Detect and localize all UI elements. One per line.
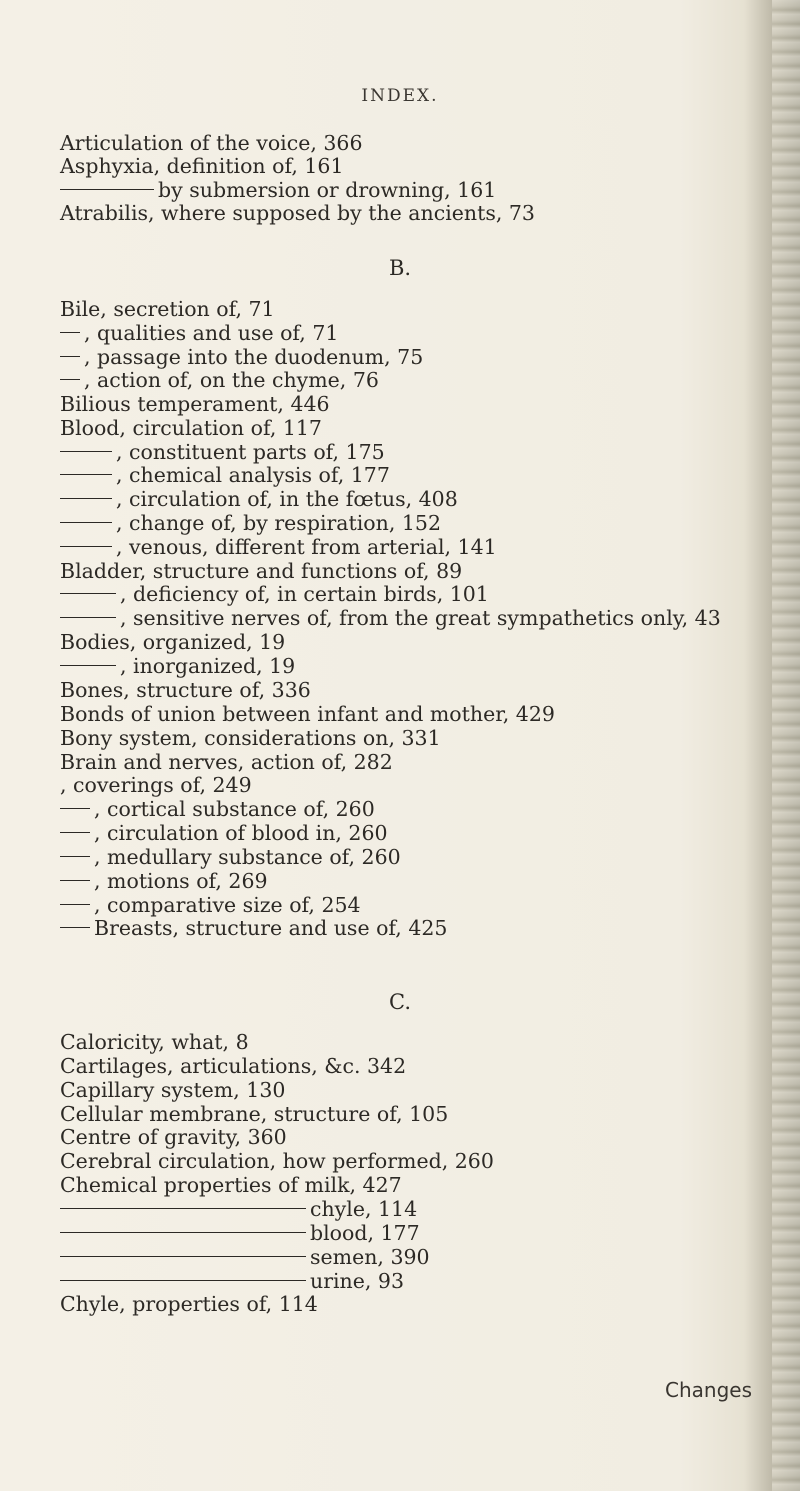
index-entry — [60, 1054, 406, 1078]
section-letter: C. — [389, 990, 411, 1014]
index-subentry — [60, 321, 338, 345]
index-subentry — [60, 535, 497, 559]
ditto-dash — [60, 880, 90, 881]
entry-text: Cerebral circulation, how performed, 260 — [60, 1149, 494, 1173]
entry-text: semen, 390 — [310, 1245, 430, 1269]
entry-text: Chyle, properties of, 114 — [60, 1292, 318, 1316]
index-subentry — [60, 345, 423, 369]
entry-text: , action of, on the chyme, 76 — [84, 368, 379, 392]
entry-text: , motions of, 269 — [94, 869, 268, 893]
index-entry — [60, 630, 285, 654]
entry-text: Chemical properties of milk, 427 — [60, 1173, 402, 1197]
entry-text: Asphyxia, definition of, 161 — [60, 154, 344, 178]
ditto-dash — [60, 546, 112, 547]
index-entry — [60, 1078, 285, 1102]
ditto-dash — [60, 379, 80, 380]
entry-text: , medullary substance of, 260 — [94, 845, 401, 869]
ditto-dash — [60, 1208, 306, 1209]
entry-text: Bony system, considerations on, 331 — [60, 726, 441, 750]
entry-text: , comparative size of, 254 — [94, 893, 361, 917]
entry-text: by submersion or drowning, 161 — [158, 178, 497, 202]
index-entry — [60, 1292, 318, 1316]
ditto-dash — [60, 617, 116, 618]
section-letter: B. — [388, 256, 412, 280]
index-subentry — [60, 511, 441, 535]
entry-text: , qualities and use of, 71 — [84, 321, 339, 345]
entry-text: , coverings of, 249 — [60, 773, 252, 797]
index-subentry — [60, 487, 458, 511]
entry-text: urine, 93 — [310, 1269, 405, 1293]
index-subentry — [60, 178, 496, 202]
index-subentry — [60, 606, 721, 630]
entry-text: , deficiency of, in certain birds, 101 — [120, 582, 489, 606]
entry-text: Bladder, structure and functions of, 89 — [60, 559, 463, 583]
index-subentry — [60, 821, 388, 845]
entry-text: Blood, circulation of, 117 — [60, 416, 322, 440]
catchword: Changes — [665, 1378, 752, 1402]
ditto-dash — [60, 522, 112, 523]
index-entry — [60, 201, 535, 225]
ditto-dash — [60, 356, 80, 357]
index-entry — [60, 678, 311, 702]
index-subentry — [60, 893, 361, 917]
entry-text: , sensitive nerves of, from the great sympathetics only, 43 — [120, 606, 721, 630]
ditto-dash — [60, 189, 154, 190]
ditto-dash — [60, 1232, 306, 1233]
index-entry — [60, 726, 441, 750]
index-entry — [60, 773, 252, 797]
index-entry — [60, 1173, 402, 1197]
entry-text: , constituent parts of, 175 — [116, 440, 385, 464]
ditto-dash — [60, 904, 90, 905]
ditto-dash — [60, 665, 116, 666]
entry-text: Bile, secretion of, 71 — [60, 297, 275, 321]
entry-text: Caloricity, what, 8 — [60, 1030, 249, 1054]
index-entry — [60, 750, 393, 774]
entry-text: Cartilages, articulations, &c. 342 — [60, 1054, 407, 1078]
entry-text: , cortical substance of, 260 — [94, 797, 375, 821]
entry-text: , circulation of, in the fœtus, 408 — [116, 487, 458, 511]
index-entry — [60, 416, 322, 440]
index-subentry — [60, 582, 489, 606]
index-entry — [60, 131, 363, 155]
entry-text: Atrabilis, where supposed by the ancients, 73 — [60, 201, 535, 225]
index-entry — [60, 702, 555, 726]
index-entry — [60, 297, 275, 321]
index-subentry — [60, 368, 379, 392]
ditto-dash — [60, 332, 80, 333]
entry-text: , passage into the duodenum, 75 — [84, 345, 424, 369]
entry-text: , chemical analysis of, 177 — [116, 463, 390, 487]
entry-text: Bodies, organized, 19 — [60, 630, 286, 654]
index-entry — [60, 154, 344, 178]
index-entry — [60, 1030, 249, 1054]
index-subentry — [60, 845, 401, 869]
index-subentry — [60, 1245, 430, 1269]
ditto-dash — [60, 593, 116, 594]
ditto-dash — [60, 808, 90, 809]
entry-text: Bones, structure of, 336 — [60, 678, 311, 702]
index-entry — [60, 1102, 448, 1126]
ditto-dash — [60, 451, 112, 452]
index-entry — [60, 1149, 494, 1173]
index-entry — [60, 559, 462, 583]
entry-text: , change of, by respiration, 152 — [116, 511, 442, 535]
entry-text: Articulation of the voice, 366 — [60, 131, 363, 155]
entry-text: blood, 177 — [310, 1221, 420, 1245]
entry-text: Cellular membrane, structure of, 105 — [60, 1102, 449, 1126]
index-subentry — [60, 797, 375, 821]
entry-text: Centre of gravity, 360 — [60, 1125, 287, 1149]
entry-text: , venous, different from arterial, 141 — [116, 535, 497, 559]
entry-text: Brain and nerves, action of, 282 — [60, 750, 393, 774]
index-subentry — [60, 654, 295, 678]
entry-text: Capillary system, 130 — [60, 1078, 286, 1102]
ditto-dash — [60, 832, 90, 833]
ditto-dash — [60, 1256, 306, 1257]
index-entry — [60, 392, 330, 416]
index-subentry — [60, 916, 447, 940]
ditto-dash — [60, 856, 90, 857]
entry-text: Breasts, structure and use of, 425 — [94, 916, 448, 940]
ditto-dash — [60, 474, 112, 475]
index-subentry — [60, 440, 385, 464]
ditto-dash — [60, 498, 112, 499]
running-head: INDEX. — [361, 86, 439, 106]
index-subentry — [60, 869, 268, 893]
entry-text: , circulation of blood in, 260 — [94, 821, 388, 845]
index-subentry — [60, 1269, 404, 1293]
index-subentry — [60, 1197, 417, 1221]
entry-text: , inorganized, 19 — [120, 654, 296, 678]
ditto-dash — [60, 1280, 306, 1281]
index-entry — [60, 1125, 287, 1149]
entry-text: Bilious temperament, 446 — [60, 392, 330, 416]
entry-text: Bonds of union between infant and mother, 429 — [60, 702, 555, 726]
entry-text: chyle, 114 — [310, 1197, 418, 1221]
index-subentry — [60, 1221, 420, 1245]
index-subentry — [60, 463, 390, 487]
ditto-dash — [60, 927, 90, 928]
